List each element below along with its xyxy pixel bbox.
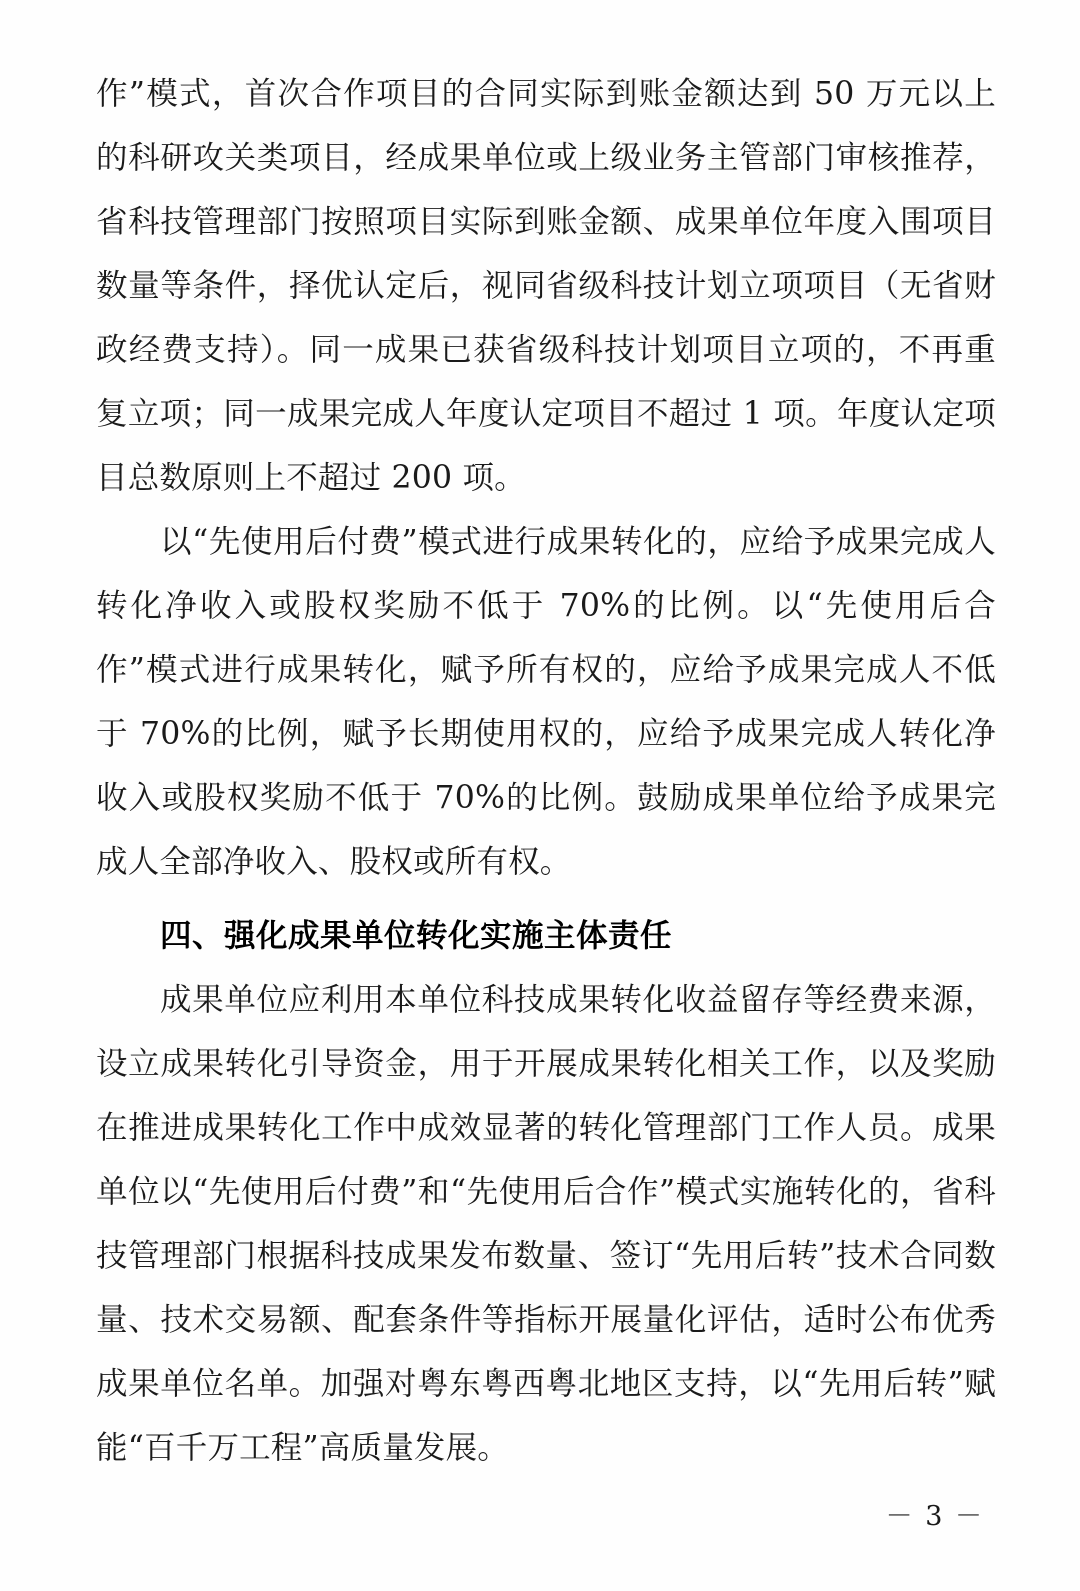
paragraph-unit-responsibility: 成果单位应利用本单位科技成果转化收益留存等经费来源，设立成果转化引导资金，用于开展成果转化相关工作，以及奖励在推进成果转化工作中成效显著的转化管理部门工作人员。成果单位以“先使用后付费”和“先使用后合作”模式实施转化的，省科技管理部门根据科技成果发布数量、签订“先用后转”技术合同数量、技术交易额、配套条件等指标开展量化评估，适时公布优秀成果单位名单。加强对粤东粤西粤北地区支持，以“先用后转”赋能“百千万工程”高质量发展。 [96,982,996,1466]
paragraph-continuation: 作”模式，首次合作项目的合同实际到账金额达到 50 万元以上的科研攻关类项目，经成果单位或上级业务主管部门审核推荐，省科技管理部门按照项目实际到账金额、成果单位年度入围项目数量等条件，择优认定后，视同省级科技计划立项项目（无省财政经费支持）。同一成果已获省级科技计划项目立项的，不再重复立项；同一成果完成人年度认定项目不超过 1 项。年度认定项目总数原则上不超过 200 项。 [96,76,996,496]
page-number: － 3 － [885,1501,984,1532]
section-heading-four: 四、强化成果单位转化实施主体责任 [160,918,673,954]
paragraph-revenue-share: 以“先使用后付费”模式进行成果转化的，应给予成果完成人转化净收入或股权奖励不低于 70%的比例。以“先使用后合作”模式进行成果转化，赋予所有权的，应给予成果完成人不低于 70%的比例，赋予长期使用权的，应给予成果完成人转化净收入或股权奖励不低于 70%的比例。鼓励成果单位给予成果完成人全部净收入、股权或所有权。 [96,524,996,880]
page-content [96,62,996,1480]
